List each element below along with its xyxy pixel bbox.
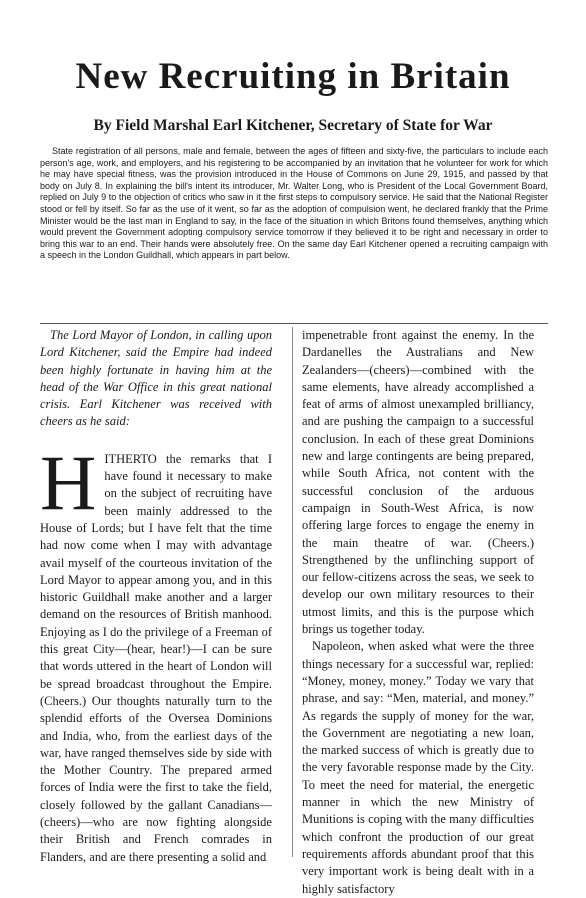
body-paragraph-2: Napoleon, when asked what were the three things necessary for a successful war, replied: “Money, money, money.” Today we vary that phrase, and say: “Men, material, and money.” As regards the supply of money for the war, the Government are negotiating a new loan, the marked success of which is greatly due to the very favorable response made by the City. To meet the need for material, the energetic manner in which the new Ministry of Munitions is coping with the many difficulties which confront the production of our great requirements affords abundant proof that this very important work is being dealt with in a highly satisfactory	[302, 639, 534, 896]
lead-paragraph: The Lord Mayor of London, in calling upon Lord Kitchener, said the Empire had indeed been highly fortunate in having him at the head of the War Office in this great national crisis. Earl Kitchener was received with cheers as he said:	[40, 328, 272, 429]
left-column	[40, 327, 272, 866]
body-paragraph-text: ITHERTO the remarks that I have found it necessary to make on the subject of recruiting have been mainly addressed to the House of Lords; but I have felt that the time had now come when I may with advantage avail myself of the courteous invitation of the Lord Mayor to appear among you, and in this historic Guildhall make another and a larger demand on the resources of British manhood. Enjoying as I do the privilege of a Freeman of this great City—(hear, hear!)—I can be sure that words uttered in the heart of London will be spread broadcast throughout the Empire. (Cheers.) Our thoughts naturally turn to the splendid efforts of the Oversea Dominions and India, who, from the earliest days of the war, have ranged themselves side by side with the Mother Country. The prepared armed forces of India were the first to take the field, closely followed by the gallant Canadians—(cheers)—who are now fighting alongside their British and French comrades in Flanders, and are there presenting a solid and	[40, 451, 272, 864]
section-divider	[40, 323, 548, 324]
column-divider	[292, 327, 293, 857]
article-title: New Recruiting in Britain	[75, 56, 511, 97]
article-intro: State registration of all persons, male and female, between the ages of fifteen and sixty-five, the particulars to include each person's age, work, and employers, and his registering to be accompanied by an invitation that he volunteer for work for which he may have special fitness, was the provision introduced in the House of Commons on June 29, 1915, and passed by that body on July 8. In explaining the bill's intent its introducer, Mr. Walter Long, who is President of the Local Government Board, replied on July 9 to the objection of critics who saw in it the first steps to compulsory service. He said that the National Register stood or fell by itself. So far as the use of it went, so far as the adoption of compulsion went, he declared frankly that the Prime Minister would be the last man in England to say, in the face of the situation in which Britons found themselves, anything which would prevent the Government adopting compulsory service tomorrow if they believed it to be right and necessary in order to bring this war to an end. Their hands were absolutely free. On the same day Earl Kitchener opened a recruiting campaign with a speech in the London Guildhall, which appears in part below.	[40, 146, 548, 261]
drop-cap: H	[40, 438, 97, 526]
body-paragraph-continued: impenetrable front against the enemy. In the Dardanelles the Australians and New Zealanders—(cheers)—combined with the same elements, have already accomplished a feat of arms of almost unexampled brilliancy, and are pushing the campaign to a successful conclusion. In each of these great Dominions new and large contingents are being prepared, while South Africa, not content with the successful conclusion of the arduous campaign in South-West Africa, is now offering large forces to engage the enemy in the main theatre of war. (Cheers.) Strengthened by the unflinching support of our fellow-citizens across the seas, we seek to develop our own military resources to their utmost limits, and this is the purpose which brings us together today.	[302, 328, 534, 637]
right-column	[302, 327, 534, 898]
body-paragraph	[40, 438, 272, 866]
article-byline: By Field Marshal Earl Kitchener, Secretary of State for War	[93, 117, 493, 134]
